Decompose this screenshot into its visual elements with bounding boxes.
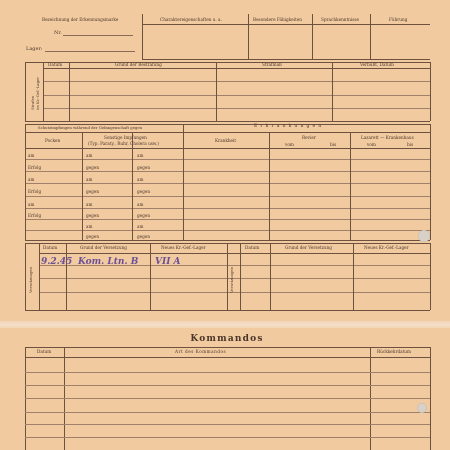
sonst-am-3: am [86,202,93,207]
charakter-label: Charaktereigenschaften u. a. [160,17,222,22]
sprachkenntnisse-label: Sprachkenntnisse [321,17,359,22]
sonst2-gegen-1: gegen [137,165,151,170]
pocken-am-1: am [28,153,35,158]
pocken-am-2: am [28,177,35,182]
erkennungsmarke-label: Bezeichnung der Erkennungsmarke [42,17,119,22]
sonst2-am-1: am [137,153,144,158]
nr-label: Nr. [54,30,62,36]
pocken-header: Pocken [45,138,61,143]
sonst2-am-3: am [137,202,144,207]
versetzung-entry-grund: Kom. Ltn. B [78,257,139,267]
sonstige-header-1: Sonstige Impfungen [104,135,147,140]
lager-label: Lager: [26,46,43,52]
paper-fold [0,321,450,328]
kommandos-ruckkehr-header: Rückkehrdatum [377,349,411,354]
punch-hole [418,230,430,242]
sonst2-gegen-4: gegen [137,234,151,239]
sonst-am-4: am [86,224,93,229]
sonst-gegen-3: gegen [86,213,100,218]
sonst-am-2: am [86,177,93,182]
strafen-strafmass-header: Strafmaß [262,62,282,67]
laz-bis: bis [407,142,414,147]
versetzung-datum-header-1: Datum [43,245,58,250]
fuhrung-label: Führung [389,17,408,22]
pocken-erfolg-1: Erfolg [28,165,42,170]
nr-line [63,35,133,36]
versetzung-grund-header-2: Grund der Versetzung [285,245,332,250]
lazarett-header: Lazarett — Krankenhaus [361,135,414,140]
lager-line [45,51,135,52]
kommandos-title: Kommandos [190,334,264,344]
revier-von: vom [285,142,294,147]
kommandos-datum-header: Datum [37,349,52,354]
versetzungen-side-label-1: Versetzungen [28,266,33,293]
sonst2-gegen-3: gegen [137,213,151,218]
sonstige-header-2: (Typ. Paraty., Ruhr, Cholera usw.) [88,141,159,146]
krankheit-header: Krankheit [215,138,237,143]
sonst-gegen-4: gegen [86,234,100,239]
sonst2-am-4: am [137,224,144,229]
erkrankungen-title: E r k r a n k u n g e n [254,124,323,129]
punch-hole [417,403,427,413]
versetzung-grund-header-1: Grund der Versetzung [80,245,127,250]
versetzung-neues-header-2: Neues Kr.-Gef.-Lager [364,245,409,250]
fahigkeiten-label: Besondere Fähigkeiten [253,17,302,22]
strafen-verbusst-header: Verbüßt, Datum [360,62,394,67]
versetzung-neues-header-1: Neues Kr.-Gef.-Lager [161,245,206,250]
versetzung-entry-lager: VII A [155,257,181,267]
versetzung-entry-datum: 9.2.45 [41,257,73,267]
versetzungen-side-label-2: Versetzungen [229,266,234,293]
sonst-gegen-2: gegen [86,189,100,194]
pocken-am-3: am [28,202,35,207]
strafen-grund-header: Grund der Bestrafung [115,62,162,67]
strafen-datum-header: Datum [48,62,63,67]
revier-header: Revier [302,135,316,140]
versetzung-datum-header-2: Datum [245,245,260,250]
sonst-gegen-1: gegen [86,165,100,170]
pocken-erfolg-2: Erfolg [28,189,42,194]
kommandos-art-header: Art des Kommandos [175,349,227,354]
revier-bis: bis [330,142,337,147]
sonst-am-1: am [86,153,93,158]
sonst2-am-2: am [137,177,144,182]
impfungen-title: Schutzimpfungen während der Gefangenschaft gegen [38,125,143,130]
pocken-erfolg-3: Erfolg [28,213,42,218]
strafen-side-label: Strafen im Kr.-Gef.-Lager [30,76,40,110]
sonst2-gegen-2: gegen [137,189,151,194]
laz-von: vom [367,142,376,147]
